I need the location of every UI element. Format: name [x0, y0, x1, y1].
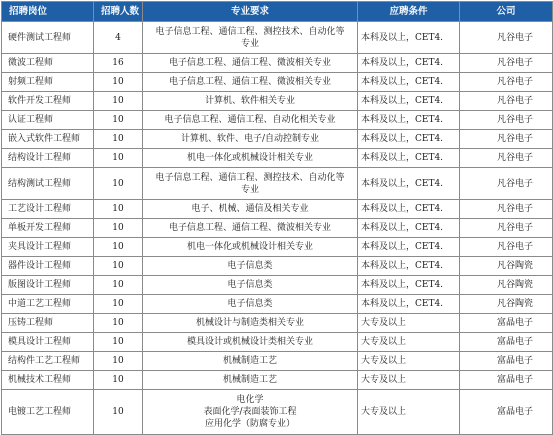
company-cell: 凡谷陶瓷 — [460, 257, 553, 276]
count-cell: 10 — [94, 149, 143, 168]
position-cell: 软件开发工程师 — [2, 92, 94, 111]
major-cell: 机电一体化或机械设计相关专业 — [143, 238, 358, 257]
position-cell: 微波工程师 — [2, 54, 94, 73]
count-cell: 10 — [94, 257, 143, 276]
header-company: 公司 — [460, 2, 553, 22]
company-cell: 富晶电子 — [460, 390, 553, 435]
condition-cell: 本科及以上，CET4. — [358, 54, 460, 73]
position-cell: 机械技术工程师 — [2, 371, 94, 390]
table-row — [2, 314, 553, 333]
major-cell: 电子信息类 — [143, 257, 358, 276]
position-cell: 夹具设计工程师 — [2, 238, 94, 257]
condition-cell: 本科及以上，CET4. — [358, 111, 460, 130]
condition-cell: 本科及以上，CET4. — [358, 130, 460, 149]
count-cell: 10 — [94, 130, 143, 149]
position-cell: 模具设计工程师 — [2, 333, 94, 352]
condition-cell: 本科及以上，CET4. — [358, 92, 460, 111]
major-line: 应用化学（防腐专业） — [204, 419, 295, 429]
count-cell: 10 — [94, 200, 143, 219]
condition-cell: 大专及以上 — [358, 333, 460, 352]
major-cell: 电子信息工程、通信工程、微波相关专业 — [143, 54, 358, 73]
table-row — [2, 276, 553, 295]
major-line: 专业 — [240, 38, 259, 49]
major-cell: 电子信息工程、通信工程、微波相关专业 — [143, 219, 358, 238]
condition-cell: 本科及以上，CET4. — [358, 73, 460, 92]
table-row — [2, 111, 553, 130]
count-cell: 10 — [94, 92, 143, 111]
company-cell: 凡谷电子 — [460, 73, 553, 92]
condition-cell: 本科及以上，CET4. — [358, 200, 460, 219]
major-cell — [143, 22, 358, 54]
condition-cell: 大专及以上 — [358, 314, 460, 333]
major-cell: 计算机、软件、电子/自动控制专业 — [143, 130, 358, 149]
condition-cell: 大专及以上 — [358, 352, 460, 371]
count-cell: 10 — [94, 219, 143, 238]
major-line: 表面化学/表面装饰工程 — [203, 407, 297, 417]
count-cell: 10 — [94, 295, 143, 314]
count-cell: 10 — [94, 371, 143, 390]
company-cell: 凡谷陶瓷 — [460, 276, 553, 295]
company-cell: 凡谷电子 — [460, 200, 553, 219]
table-row — [2, 149, 553, 168]
position-cell: 射频工程师 — [2, 73, 94, 92]
company-cell: 富晶电子 — [460, 333, 553, 352]
position-cell: 器件设计工程师 — [2, 257, 94, 276]
table-header-row — [2, 2, 553, 22]
company-cell: 凡谷电子 — [460, 111, 553, 130]
position-cell: 认证工程师 — [2, 111, 94, 130]
condition-cell: 大专及以上 — [358, 390, 460, 435]
recruitment-table — [1, 1, 553, 435]
major-line: 专业 — [240, 184, 259, 195]
table-row — [2, 73, 553, 92]
position-cell: 电镀工艺工程师 — [2, 390, 94, 435]
company-cell: 凡谷电子 — [460, 22, 553, 54]
header-position: 招聘岗位 — [2, 2, 94, 22]
header-count: 招聘人数 — [94, 2, 143, 22]
position-cell: 嵌入式软件工程师 — [2, 130, 94, 149]
table-row — [2, 352, 553, 371]
major-cell — [143, 168, 358, 200]
major-cell: 电子、机械、通信及相关专业 — [143, 200, 358, 219]
position-cell: 单板开发工程师 — [2, 219, 94, 238]
count-cell: 4 — [94, 22, 143, 54]
position-cell: 结构测试工程师 — [2, 168, 94, 200]
condition-cell: 本科及以上，CET4. — [358, 276, 460, 295]
table-row — [2, 22, 553, 54]
table-row — [2, 168, 553, 200]
company-cell: 凡谷电子 — [460, 168, 553, 200]
company-cell: 富晶电子 — [460, 314, 553, 333]
company-cell: 凡谷电子 — [460, 54, 553, 73]
table-row — [2, 238, 553, 257]
condition-cell: 本科及以上，CET4. — [358, 295, 460, 314]
position-cell: 工艺设计工程师 — [2, 200, 94, 219]
major-cell: 电子信息工程、通信工程、微波相关专业 — [143, 73, 358, 92]
count-cell: 10 — [94, 73, 143, 92]
major-line: 电子信息工程、通信工程、测控技术、自动化等 — [155, 172, 345, 183]
table-row — [2, 200, 553, 219]
count-cell: 10 — [94, 168, 143, 200]
table-row — [2, 219, 553, 238]
position-cell: 结构件工艺工程师 — [2, 352, 94, 371]
table-row — [2, 333, 553, 352]
table-row — [2, 54, 553, 73]
major-cell: 模具设计或机械设计类相关专业 — [143, 333, 358, 352]
header-major: 专业要求 — [143, 2, 358, 22]
condition-cell: 本科及以上，CET4. — [358, 257, 460, 276]
position-cell: 版图设计工程师 — [2, 276, 94, 295]
table-row — [2, 130, 553, 149]
table-row — [2, 371, 553, 390]
major-cell: 电子信息类 — [143, 295, 358, 314]
major-cell: 机电一体化或机械设计相关专业 — [143, 149, 358, 168]
major-cell: 机械制造工艺 — [143, 371, 358, 390]
condition-cell: 本科及以上，CET4. — [358, 22, 460, 54]
table-row — [2, 390, 553, 435]
condition-cell: 本科及以上，CET4. — [358, 168, 460, 200]
major-cell: 计算机、软件相关专业 — [143, 92, 358, 111]
condition-cell: 大专及以上 — [358, 371, 460, 390]
header-condition: 应聘条件 — [358, 2, 460, 22]
count-cell: 16 — [94, 54, 143, 73]
major-cell: 电子信息工程、通信工程、自动化相关专业 — [143, 111, 358, 130]
condition-cell: 本科及以上，CET4. — [358, 149, 460, 168]
position-cell: 中道工艺工程师 — [2, 295, 94, 314]
position-cell: 结构设计工程师 — [2, 149, 94, 168]
major-line: 电子信息工程、通信工程、测控技术、自动化等 — [155, 26, 345, 37]
company-cell: 凡谷电子 — [460, 238, 553, 257]
company-cell: 凡谷电子 — [460, 130, 553, 149]
major-cell: 机械制造工艺 — [143, 352, 358, 371]
count-cell: 10 — [94, 111, 143, 130]
condition-cell: 本科及以上，CET4. — [358, 238, 460, 257]
company-cell: 凡谷陶瓷 — [460, 295, 553, 314]
count-cell: 10 — [94, 390, 143, 435]
company-cell: 富晶电子 — [460, 352, 553, 371]
company-cell: 凡谷电子 — [460, 92, 553, 111]
company-cell: 凡谷电子 — [460, 219, 553, 238]
major-cell: 机械设计与制造类相关专业 — [143, 314, 358, 333]
major-line: 电化学 — [236, 395, 264, 405]
count-cell: 10 — [94, 333, 143, 352]
condition-cell: 本科及以上，CET4. — [358, 219, 460, 238]
count-cell: 10 — [94, 238, 143, 257]
position-cell: 压铸工程师 — [2, 314, 94, 333]
table-row — [2, 295, 553, 314]
count-cell: 10 — [94, 276, 143, 295]
count-cell: 10 — [94, 352, 143, 371]
table-row — [2, 257, 553, 276]
company-cell: 凡谷电子 — [460, 149, 553, 168]
major-cell — [143, 390, 358, 435]
position-cell: 硬件测试工程师 — [2, 22, 94, 54]
count-cell: 10 — [94, 314, 143, 333]
table-row — [2, 92, 553, 111]
company-cell: 富晶电子 — [460, 371, 553, 390]
major-cell: 电子信息类 — [143, 276, 358, 295]
